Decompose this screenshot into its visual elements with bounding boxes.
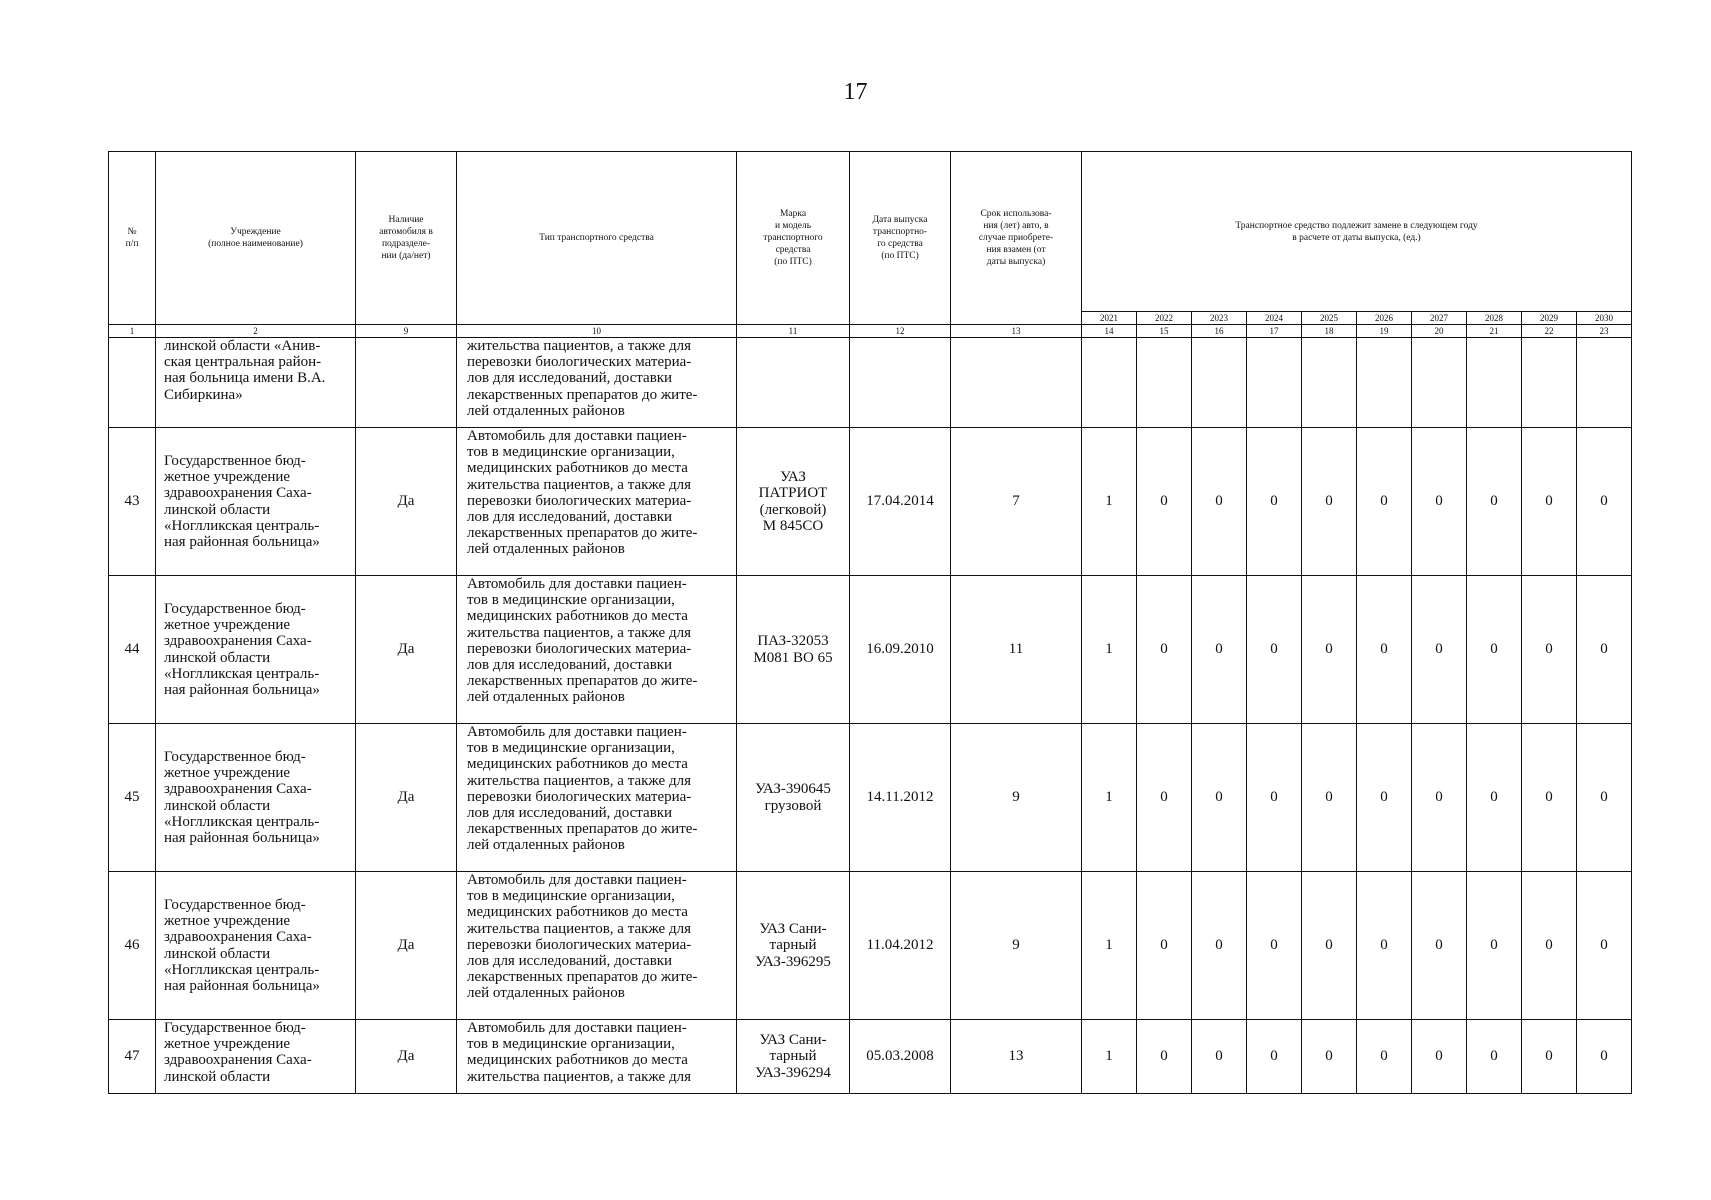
vehicle-type-cell: Автомобиль для доставки пациен- тов в медицинские организации, медицинских работников до места жительства пациентов, а также для перевозки биологических материа- лов для исследований, доставки лекарственных препаратов до жите- лей отдаленных районов <box>457 576 737 724</box>
header-row <box>109 152 1632 312</box>
year-value-cell <box>1412 338 1467 428</box>
year-value-cell: 0 <box>1412 724 1467 872</box>
service-life-cell <box>951 338 1082 428</box>
year-value-cell: 0 <box>1137 872 1192 1020</box>
year-value-cell: 0 <box>1522 576 1577 724</box>
column-number: 21 <box>1467 325 1522 338</box>
vehicle-type-cell: Автомобиль для доставки пациен- тов в медицинские организации, медицинских работников до места жительства пациентов, а также для перевозки биологических материа- лов для исследований, доставки лекарственных препаратов до жите- лей отдаленных районов <box>457 872 737 1020</box>
year-value-cell: 0 <box>1577 872 1632 1020</box>
release-date-cell: 17.04.2014 <box>850 428 951 576</box>
row-number: 47 <box>109 1020 156 1094</box>
column-number: 20 <box>1412 325 1467 338</box>
brand-cell: УАЗ Сани- тарный УАЗ-396295 <box>737 872 850 1020</box>
year-value-cell: 0 <box>1302 576 1357 724</box>
availability-cell: Да <box>356 872 457 1020</box>
year-value-cell <box>1302 338 1357 428</box>
year-value-cell: 0 <box>1247 724 1302 872</box>
service-life-cell: 9 <box>951 872 1082 1020</box>
year-value-cell <box>1082 338 1137 428</box>
year-value-cell: 0 <box>1137 576 1192 724</box>
column-number: 18 <box>1302 325 1357 338</box>
year-value-cell <box>1357 338 1412 428</box>
header-no: № п/п <box>109 152 156 325</box>
service-life-cell: 13 <box>951 1020 1082 1094</box>
availability-cell <box>356 338 457 428</box>
row-number: 45 <box>109 724 156 872</box>
column-number: 2 <box>156 325 356 338</box>
brand-cell: УАЗ-390645 грузовой <box>737 724 850 872</box>
year-value-cell <box>1137 338 1192 428</box>
column-number: 10 <box>457 325 737 338</box>
release-date-cell <box>850 338 951 428</box>
row-number <box>109 338 156 428</box>
release-date-cell: 16.09.2010 <box>850 576 951 724</box>
institution-cell: Государственное бюд- жетное учреждение здравоохранения Саха- линской области <box>156 1020 356 1094</box>
year-value-cell: 0 <box>1302 872 1357 1020</box>
table-row <box>109 724 1632 872</box>
institution-cell: линской области «Анив- ская центральная район- ная больница имени В.А. Сибиркина» <box>156 338 356 428</box>
release-date-cell: 05.03.2008 <box>850 1020 951 1094</box>
year-value-cell: 0 <box>1467 724 1522 872</box>
year-value-cell: 1 <box>1082 1020 1137 1094</box>
year-value-cell: 0 <box>1302 428 1357 576</box>
column-number: 12 <box>850 325 951 338</box>
year-cell: 2026 <box>1357 312 1412 325</box>
year-value-cell: 0 <box>1412 872 1467 1020</box>
availability-cell: Да <box>356 428 457 576</box>
institution-cell: Государственное бюд- жетное учреждение здравоохранения Саха- линской области «Ноглликская централь- ная районная больница» <box>156 872 356 1020</box>
column-numbers-row <box>109 325 1632 338</box>
year-value-cell: 0 <box>1412 576 1467 724</box>
year-value-cell: 0 <box>1192 872 1247 1020</box>
year-value-cell: 0 <box>1192 576 1247 724</box>
year-value-cell: 0 <box>1522 1020 1577 1094</box>
year-value-cell <box>1577 338 1632 428</box>
column-number: 16 <box>1192 325 1247 338</box>
column-number: 23 <box>1577 325 1632 338</box>
brand-cell: ПАЗ-32053 М081 ВО 65 <box>737 576 850 724</box>
year-value-cell: 0 <box>1467 872 1522 1020</box>
year-value-cell: 0 <box>1467 428 1522 576</box>
year-value-cell: 0 <box>1357 576 1412 724</box>
vehicle-type-cell: жительства пациентов, а также для перевозки биологических материа- лов для исследований, доставки лекарственных препаратов до жите- лей отдаленных районов <box>457 338 737 428</box>
column-number: 9 <box>356 325 457 338</box>
row-number: 44 <box>109 576 156 724</box>
year-cell: 2030 <box>1577 312 1632 325</box>
year-value-cell: 0 <box>1137 428 1192 576</box>
table-row <box>109 576 1632 724</box>
column-number: 17 <box>1247 325 1302 338</box>
column-number: 14 <box>1082 325 1137 338</box>
vehicle-type-cell: Автомобиль для доставки пациен- тов в медицинские организации, медицинских работников до места жительства пациентов, а также для <box>457 1020 737 1094</box>
year-value-cell: 0 <box>1357 724 1412 872</box>
year-cell: 2021 <box>1082 312 1137 325</box>
year-value-cell: 0 <box>1577 1020 1632 1094</box>
year-value-cell: 0 <box>1247 428 1302 576</box>
year-value-cell: 0 <box>1192 724 1247 872</box>
availability-cell: Да <box>356 724 457 872</box>
vehicle-type-cell: Автомобиль для доставки пациен- тов в медицинские организации, медицинских работников до места жительства пациентов, а также для перевозки биологических материа- лов для исследований, доставки лекарственных препаратов до жите- лей отдаленных районов <box>457 428 737 576</box>
year-value-cell: 1 <box>1082 724 1137 872</box>
year-value-cell: 0 <box>1522 428 1577 576</box>
header-institution: Учреждение (полное наименование) <box>156 152 356 325</box>
service-life-cell: 7 <box>951 428 1082 576</box>
vehicle-type-cell: Автомобиль для доставки пациен- тов в медицинские организации, медицинских работников до места жительства пациентов, а также для перевозки биологических материа- лов для исследований, доставки лекарственных препаратов до жите- лей отдаленных районов <box>457 724 737 872</box>
year-value-cell: 1 <box>1082 428 1137 576</box>
header-release-date: Дата выпуска транспортно- го средства (по ПТС) <box>850 152 951 325</box>
year-cell: 2027 <box>1412 312 1467 325</box>
year-value-cell: 0 <box>1577 576 1632 724</box>
availability-cell: Да <box>356 576 457 724</box>
year-cell: 2029 <box>1522 312 1577 325</box>
year-cell: 2024 <box>1247 312 1302 325</box>
header-service-life: Срок использова- ния (лет) авто, в случае приобрете- ния взамен (от даты выпуска) <box>951 152 1082 325</box>
release-date-cell: 11.04.2012 <box>850 872 951 1020</box>
year-value-cell: 1 <box>1082 872 1137 1020</box>
year-value-cell <box>1247 338 1302 428</box>
year-value-cell: 0 <box>1247 576 1302 724</box>
year-value-cell: 0 <box>1357 428 1412 576</box>
service-life-cell: 11 <box>951 576 1082 724</box>
column-number: 1 <box>109 325 156 338</box>
column-number: 13 <box>951 325 1082 338</box>
year-cell: 2025 <box>1302 312 1357 325</box>
release-date-cell: 14.11.2012 <box>850 724 951 872</box>
year-value-cell: 0 <box>1192 1020 1247 1094</box>
year-cell: 2023 <box>1192 312 1247 325</box>
year-value-cell: 0 <box>1412 1020 1467 1094</box>
institution-cell: Государственное бюд- жетное учреждение здравоохранения Саха- линской области «Ноглликская централь- ная районная больница» <box>156 576 356 724</box>
year-value-cell: 0 <box>1247 1020 1302 1094</box>
row-number: 46 <box>109 872 156 1020</box>
header-availability: Наличие автомобиля в подразделе- нии (да/нет) <box>356 152 457 325</box>
availability-cell: Да <box>356 1020 457 1094</box>
column-number: 22 <box>1522 325 1577 338</box>
header-vehicle-type: Тип транспортного средства <box>457 152 737 325</box>
year-value-cell: 0 <box>1357 872 1412 1020</box>
year-value-cell: 0 <box>1467 1020 1522 1094</box>
table-row <box>109 1020 1632 1094</box>
year-value-cell: 0 <box>1577 724 1632 872</box>
page-number: 17 <box>843 79 868 105</box>
brand-cell: УАЗ ПАТРИОТ (легковой) М 845СО <box>737 428 850 576</box>
table-row <box>109 428 1632 576</box>
row-number: 43 <box>109 428 156 576</box>
year-value-cell: 0 <box>1302 1020 1357 1094</box>
year-cell: 2022 <box>1137 312 1192 325</box>
header-replacement: Транспортное средство подлежит замене в следующем году в расчете от даты выпуска, (ед.) <box>1082 152 1632 312</box>
year-value-cell: 0 <box>1247 872 1302 1020</box>
year-cell: 2028 <box>1467 312 1522 325</box>
service-life-cell: 9 <box>951 724 1082 872</box>
year-value-cell: 0 <box>1137 724 1192 872</box>
year-value-cell: 0 <box>1302 724 1357 872</box>
column-number: 15 <box>1137 325 1192 338</box>
year-value-cell: 0 <box>1192 428 1247 576</box>
brand-cell: УАЗ Сани- тарный УАЗ-396294 <box>737 1020 850 1094</box>
institution-cell: Государственное бюд- жетное учреждение здравоохранения Саха- линской области «Ноглликская централь- ная районная больница» <box>156 428 356 576</box>
year-value-cell <box>1192 338 1247 428</box>
vehicle-replacement-table <box>108 151 1632 1094</box>
year-value-cell: 0 <box>1577 428 1632 576</box>
year-value-cell <box>1467 338 1522 428</box>
year-value-cell: 0 <box>1522 724 1577 872</box>
column-number: 11 <box>737 325 850 338</box>
year-value-cell: 0 <box>1137 1020 1192 1094</box>
brand-cell <box>737 338 850 428</box>
header-brand: Марка и модель транспортного средства (по ПТС) <box>737 152 850 325</box>
year-value-cell <box>1522 338 1577 428</box>
column-number: 19 <box>1357 325 1412 338</box>
year-value-cell: 0 <box>1412 428 1467 576</box>
year-value-cell: 0 <box>1467 576 1522 724</box>
year-value-cell: 1 <box>1082 576 1137 724</box>
institution-cell: Государственное бюд- жетное учреждение здравоохранения Саха- линской области «Ноглликская централь- ная районная больница» <box>156 724 356 872</box>
year-value-cell: 0 <box>1522 872 1577 1020</box>
year-value-cell: 0 <box>1357 1020 1412 1094</box>
table-row <box>109 338 1632 428</box>
table-row <box>109 872 1632 1020</box>
table-body <box>109 338 1632 1094</box>
